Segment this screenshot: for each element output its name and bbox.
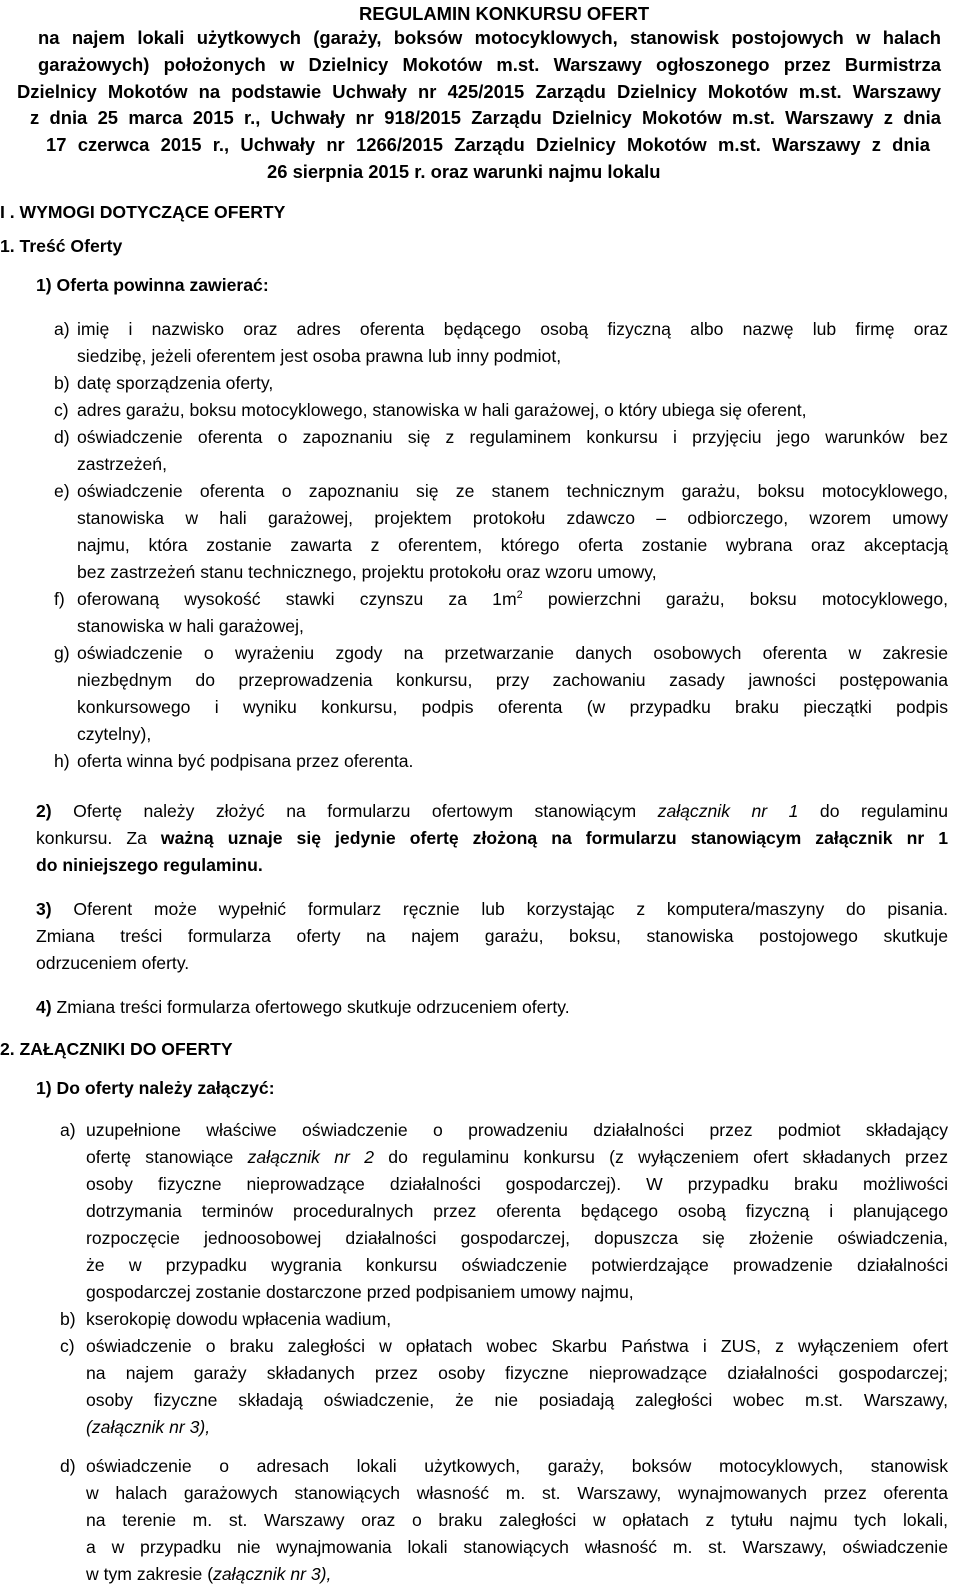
list-item-text: oświadczenie o adresach lokali użytkowych, garaży, boksów motocyklowych, stanowisk <box>86 1456 948 1476</box>
paragraph-text-italic: załącznik nr 1 <box>657 801 799 821</box>
title-line: 17 czerwca 2015 r., Uchwały nr 1266/2015 Zarządu Dzielnicy Mokotów m.st. Warszawy z dnia <box>46 134 930 155</box>
list-item-text: imię i nazwisko oraz adres oferenta będącego osobą fizyczną albo nazwę lub firmę oraz <box>77 319 948 339</box>
list-item-text: w halach garażowych stanowiących własność m. st. Warszawy, wynajmowanych przez oferenta <box>86 1483 948 1503</box>
list-item-text: osoby fizyczne składają oświadczenie, że nie posiadają zaległości wobec m.st. Warszawy, <box>86 1390 948 1410</box>
paragraph-text-bold: ważną uznaje się jedynie ofertę złożoną na formularzu stanowiącym załącznik nr 1 <box>160 828 948 848</box>
title-line: Dzielnicy Mokotów na podstawie Uchwały nr 425/2015 Zarządu Dzielnicy Mokotów m.st. Warszawy <box>17 81 941 102</box>
item-heading: 1) Oferta powinna zawierać: <box>36 275 269 295</box>
list-item-text: na najem garaży składanych przez osoby fizyczne nieprowadzące działalności gospodarczej; <box>86 1363 948 1383</box>
list-label: a) <box>60 1120 76 1140</box>
list-item-text: czytelny), <box>77 724 152 744</box>
title-line: na najem lokali użytkowych (garaży, boksów motocyklowych, stanowisk postojowych w halach <box>38 27 941 48</box>
list-item-text: na terenie m. st. Warszawy oraz o braku zaległości w opłatach z tytułu najmu tych lokali, <box>86 1510 948 1530</box>
paragraph-number: 4) <box>36 997 52 1017</box>
section-heading: I . WYMOGI DOTYCZĄCE OFERTY <box>0 202 286 222</box>
paragraph-line: do niniejszego regulaminu. <box>36 855 263 875</box>
list-label: a) <box>54 319 70 339</box>
list-item-text: oferta winna być podpisana przez oferenta. <box>77 751 414 771</box>
list-item-text: adres garażu, boksu motocyklowego, stanowiska w hali garażowej, o który ubiega się oferent, <box>77 400 807 420</box>
paragraph-number: 2) <box>36 801 52 821</box>
paragraph-line: Zmiana treści formularza oferty na najem garażu, boksu, stanowiska postojowego skutkuje <box>36 926 948 946</box>
list-item-text: kserokopię dowodu wpłacenia wadium, <box>86 1309 392 1329</box>
list-item-text: oświadczenie o wyrażeniu zgody na przetwarzanie danych osobowych oferenta w zakresie <box>77 643 948 663</box>
list-label: f) <box>54 589 65 609</box>
list-label: e) <box>54 481 70 501</box>
list-item-text: niezbędnym do przeprowadzenia konkursu, przy zachowaniu zasady jawności postępowania <box>77 670 948 690</box>
list-item-text-part: powierzchni garażu, boksu motocyklowego, <box>522 589 948 609</box>
paragraph-text: konkursu. Za <box>36 828 161 848</box>
list-item-text: uzupełnione właściwe oświadczenie o prowadzeniu działalności przez podmiot składający <box>86 1120 948 1140</box>
subsection-heading: 1. Treść Oferty <box>0 236 123 256</box>
list-label: d) <box>54 427 70 447</box>
list-item-text: osoby fizyczne nieprowadzące działalności gospodarczej). W przypadku braku możliwości <box>86 1174 948 1194</box>
list-label: c) <box>54 400 69 420</box>
list-item-text <box>86 1561 331 1588</box>
list-item-text-italic: załącznik nr 2 <box>247 1147 374 1167</box>
paragraph-line <box>36 994 570 1021</box>
list-item-text: gospodarczej zostanie dostarczone przed podpisaniem umowy najmu, <box>86 1282 634 1302</box>
list-label: g) <box>54 643 70 663</box>
list-item-text: konkursowego i wyniku konkursu, podpis oferenta (w przypadku braku pieczątki podpis <box>77 697 948 717</box>
list-item-text: oświadczenie o braku zaległości w opłatach wobec Skarbu Państwa i ZUS, z wyłączeniem ofert <box>86 1336 948 1356</box>
list-item-text: zastrzeżeń, <box>77 454 167 474</box>
list-label: b) <box>60 1309 76 1329</box>
paragraph-text: Ofertę należy złożyć na formularzu ofertowym stanowiącym <box>51 801 658 821</box>
list-item-text: stanowiska w hali garażowej, <box>77 616 304 636</box>
list-item-text: najmu, która zostanie zawarta z oferentem, którego oferta zostanie wybrana oraz akceptacją <box>77 535 948 555</box>
list-item-text <box>86 1144 948 1171</box>
paragraph-text: Zmiana treści formularza ofertowego skutkuje odrzuceniem oferty. <box>51 997 570 1017</box>
list-label: c) <box>60 1336 75 1356</box>
list-item-text: bez zastrzeżeń stanu technicznego, projektu protokołu oraz wzoru umowy, <box>77 562 657 582</box>
list-item-text-part: do regulaminu konkursu (z wyłączeniem ofert składanych przez <box>374 1147 948 1167</box>
list-label: b) <box>54 373 70 393</box>
list-item-text: datę sporządzenia oferty, <box>77 373 274 393</box>
title-line: 26 sierpnia 2015 r. oraz warunki najmu lokalu <box>267 161 661 182</box>
list-item-text-part: oferowaną wysokość stawki czynszu za 1m <box>77 589 517 609</box>
list-item-text-italic: załącznik nr 3), <box>213 1564 332 1584</box>
list-item-text: stanowiska w hali garażowej, projektem protokołu zdawczo – odbiorczego, wzorem umowy <box>77 508 948 528</box>
list-item-text: dotrzymania terminów proceduralnych przez oferenta będącego osobą fizyczną i planującego <box>86 1201 948 1221</box>
list-item-text: siedzibę, jeżeli oferentem jest osoba prawna lub inny podmiot, <box>77 346 562 366</box>
title-line: z dnia 25 marca 2015 r., Uchwały nr 918/2015 Zarządu Dzielnicy Mokotów m.st. Warszawy z dnia <box>30 107 941 128</box>
list-item-text-part: ofertę stanowiące <box>86 1147 248 1167</box>
paragraph-line <box>36 825 948 852</box>
list-item-text: rozpoczęcie jednoosobowej działalności gospodarczej, dopuszcza się złożenie oświadczenia, <box>86 1228 948 1248</box>
paragraph-line <box>36 798 948 825</box>
list-item-text-part: w tym zakresie ( <box>86 1564 214 1584</box>
superscript: 2 <box>516 589 523 602</box>
list-label: h) <box>54 751 70 771</box>
list-item-text <box>77 586 948 613</box>
item-heading: 1) Do oferty należy załączyć: <box>36 1078 275 1098</box>
paragraph-text: do regulaminu <box>798 801 948 821</box>
paragraph-text: Oferent może wypełnić formularz ręcznie lub korzystając z komputera/maszyny do pisania. <box>51 899 948 919</box>
list-item-text: oświadczenie oferenta o zapoznaniu się ze stanem technicznym garażu, boksu motocyklowego, <box>77 481 948 501</box>
list-item-text: że w przypadku wygrania konkursu oświadczenie potwierdzające prowadzenie działalności <box>86 1255 948 1275</box>
list-item-text: (załącznik nr 3), <box>86 1417 211 1437</box>
paragraph-line: odrzuceniem oferty. <box>36 953 190 973</box>
paragraph-number: 3) <box>36 899 52 919</box>
section-heading: 2. ZAŁĄCZNIKI DO OFERTY <box>0 1039 233 1059</box>
list-item-text: a w przypadku nie wynajmowania lokali stanowiących własność m. st. Warszawy, oświadczenie <box>86 1537 948 1557</box>
document-title: REGULAMIN KONKURSU OFERT <box>359 3 650 24</box>
list-item-text: oświadczenie oferenta o zapoznaniu się z regulaminem konkursu i przyjęciu jego warunków bez <box>77 427 948 447</box>
title-line: garażowych) położonych w Dzielnicy Mokotów m.st. Warszawy ogłoszonego przez Burmistrza <box>38 54 941 75</box>
list-label: d) <box>60 1456 76 1476</box>
paragraph-line <box>36 896 948 923</box>
